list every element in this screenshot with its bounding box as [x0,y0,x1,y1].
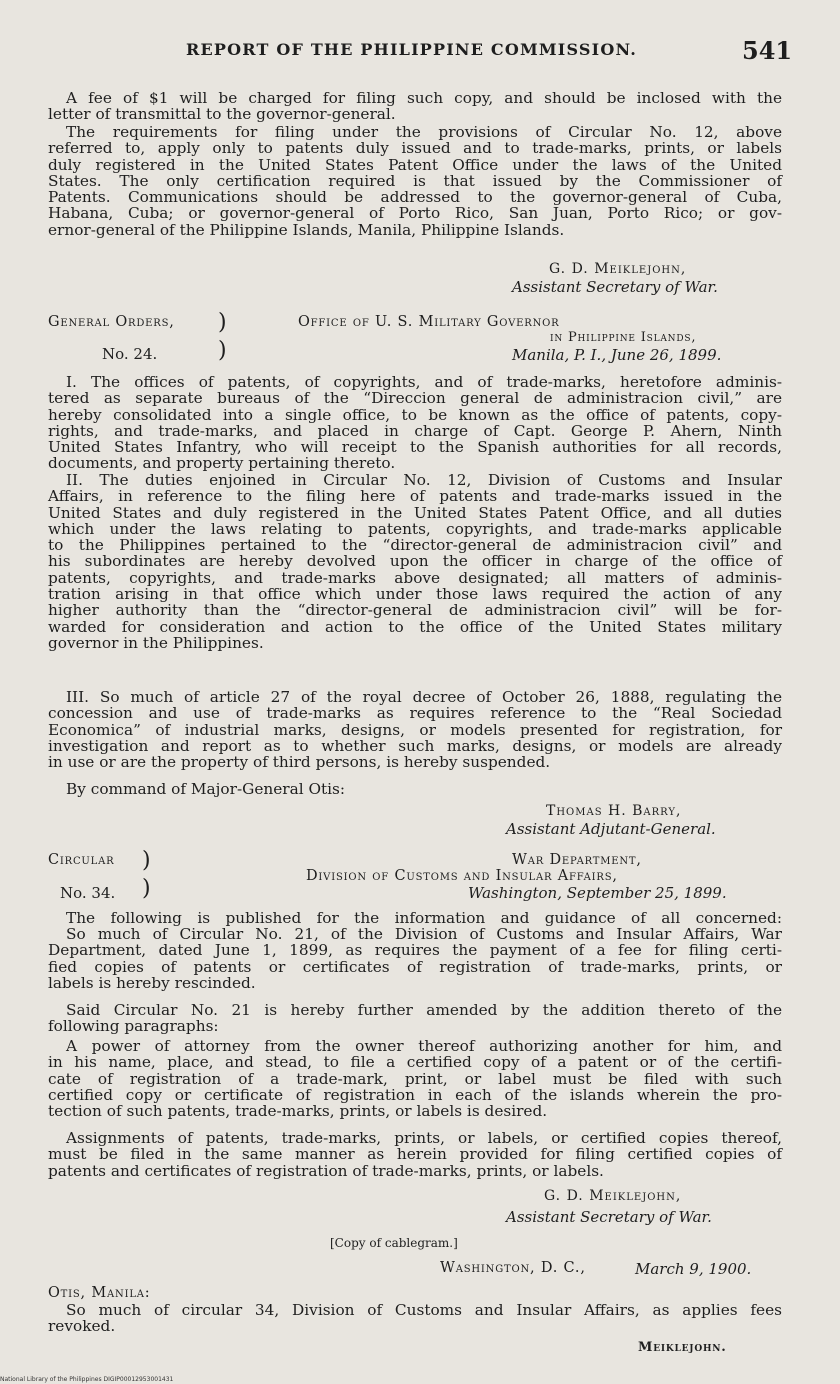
text-line: II. The duties enjoined in Circular No. 12, Division of Customs and Insular [66,471,782,489]
paragraph-III [48,689,782,770]
paragraph-c5 [48,1130,782,1179]
signature-title: Assistant Secretary of War. [512,278,718,296]
circular-label: Circular [48,852,115,868]
text-line: patents, copyrights, and trade-marks above designated; all matters of adminis- [48,568,782,587]
running-head: REPORT OF THE PHILIPPINE COMMISSION. [186,40,638,59]
text-line: So much of Circular No. 21, of the Division of Customs and Insular Affairs, War [66,925,782,943]
cablegram-date: March 9, 1900. [635,1260,752,1278]
scan-footer: National Library of the Philippines DIGIP00012953001431 [0,1376,174,1383]
text-line: hereby consolidated into a single office, to be known as the office of patents, copy- [48,405,782,424]
signature-name: G. D. Meiklejohn, [549,261,687,277]
page-number: 541 [742,36,793,65]
command-line: By command of Major-General Otis: [66,780,346,798]
text-line: documents, and property pertaining thereto. [48,454,396,473]
paragraph-requirements [48,124,782,238]
text-line: A fee of $1 will be charged for filing such copy, and should be inclosed with the [66,89,782,107]
text-line: fied copies of patents or certificates of registration of trade-marks, prints, or [48,957,782,976]
text-line: rights, and trade-marks, and placed in charge of Capt. George P. Ahern, Ninth [48,421,782,440]
text-line: Affairs, in reference to the filing here of patents and trade-marks issued in the [48,487,782,506]
paragraph-c3 [48,1002,782,1035]
text-line: The following is published for the information and guidance of all concerned: [66,909,782,927]
paragraph-c2 [48,926,782,991]
paragraph-II [48,472,782,651]
text-line: tered as separate bureaus of the “Direccion general de administracion civil,” are [48,389,782,408]
text-line: certified copy or certificate of registration in each of the islands wherein the pro- [48,1085,782,1104]
text-line: which under the laws relating to patents, copyrights, and trade-marks applicable [48,519,782,538]
text-line: concession and use of trade-marks as requires reference to the “Real Sociedad [48,704,782,723]
cablegram-signature: Meiklejohn. [638,1340,727,1355]
order-dateline: Manila, P. I., June 26, 1899. [512,346,722,364]
text-line: Assignments of patents, trade-marks, prints, or labels, or certified copies thereof, [66,1129,782,1147]
signature-name: G. D. Meiklejohn, [544,1188,682,1204]
paragraph-c1 [48,910,782,926]
signature-name: Thomas H. Barry, [546,803,682,819]
text-line: A power of attorney from the owner thereof authorizing another for him, and [66,1037,782,1055]
brace-top: ) [218,310,227,335]
text-line: tection of such patents, trade-marks, prints, or labels is desired. [48,1102,548,1121]
text-line: tration arising in that office which under those laws required the action of any [48,585,782,604]
cablegram-place: Washington, D. C., [440,1260,586,1276]
text-line: Economica” of industrial marks, designs, or models presented for registration, for [48,720,782,739]
paragraph-fee [48,90,782,123]
text-line: labels is hereby rescinded. [48,973,256,992]
text-line: Habana, Cuba; or governor-general of Porto Rico, San Juan, Porto Rico; or gov- [48,204,782,223]
paragraph-c4 [48,1038,782,1119]
text-line: referred to, apply only to patents duly issued and to trade-marks, prints, or labels [48,139,782,158]
text-line: ernor-general of the Philippine Islands, Manila, Philippine Islands. [48,220,565,239]
cablegram-body [48,1302,782,1335]
text-line: must be filed in the same manner as herein provided for filing certified copies of [48,1145,782,1164]
text-line: warded for consideration and action to the office of the United States military [48,617,782,636]
text-line: letter of transmittal to the governor-general. [48,105,396,124]
text-line: following paragraphs: [48,1017,219,1036]
paragraph-I [48,374,782,472]
text-line: United States Infantry, who will receipt to the Spanish authorities for all records, [48,438,782,457]
text-line: in his name, place, and stead, to file a certified copy of a patent or of the certifi- [48,1053,782,1072]
text-line: patents and certificates of registration of trade-marks, prints, or labels. [48,1161,604,1180]
circular-number: No. 34. [60,884,116,902]
cablegram-addressee: Otis, Manila: [48,1285,151,1301]
order-label: General Orders, [48,314,175,330]
text-line: Said Circular No. 21 is hereby further amended by the addition thereto of the [66,1001,782,1019]
text-line: Patents. Communications should be addressed to the governor-general of Cuba, [48,188,782,207]
text-line: revoked. [48,1317,116,1336]
text-line: in use or are the property of third persons, is hereby suspended. [48,753,551,772]
text-line: The requirements for filing under the provisions of Circular No. 12, above [66,123,782,141]
text-line: governor in the Philippines. [48,633,264,652]
text-line: higher authority than the “director-general de administracion civil” will be for- [48,601,782,620]
text-line: cate of registration of a trade-mark, print, or label must be filed with such [48,1069,782,1088]
text-line: his subordinates are hereby devolved upon the officer in charge of the office of [48,552,782,571]
text-line: to the Philippines pertained to the “director-general de administracion civil” and [48,536,782,555]
text-line: III. So much of article 27 of the royal decree of October 26, 1888, regulating the [66,688,782,706]
signature-title: Assistant Secretary of War. [506,1208,712,1226]
text-line: Department, dated June 1, 1899, as requires the payment of a fee for filing certi- [48,941,782,960]
text-line: States. The only certification required is that issued by the Commissioner of [48,171,782,190]
circular-dateline: Washington, September 25, 1899. [468,884,727,902]
brace-bottom: ) [218,338,227,363]
text-line: United States and duly registered in the United States Patent Office, and all duties [48,503,782,522]
office-line1: Office of U. S. Military Governor [298,314,560,330]
text-line: I. The offices of patents, of copyrights, and of trade-marks, heretofore adminis- [66,373,782,391]
text-line: investigation and report as to whether such marks, designs, or models are already [48,736,782,755]
text-line: duly registered in the United States Patent Office under the laws of the United [48,155,782,174]
brace-top: ) [142,848,151,873]
office-line2: in Philippine Islands, [550,330,697,345]
signature-title: Assistant Adjutant-General. [506,820,716,838]
cablegram-note: [Copy of cablegram.] [330,1236,458,1250]
brace-bottom: ) [142,876,151,901]
text-line: So much of circular 34, Division of Customs and Insular Affairs, as applies fees [66,1301,782,1319]
order-number: No. 24. [102,345,158,363]
dept-line2: Division of Customs and Insular Affairs, [306,868,618,884]
dept-line1: War Department, [512,852,642,868]
